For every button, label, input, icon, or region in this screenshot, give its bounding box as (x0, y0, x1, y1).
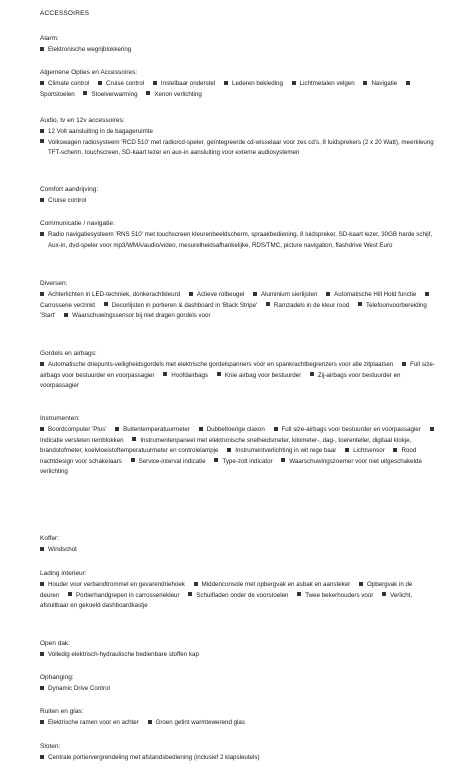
list-item-label: Waarschuwingssensor bij niet dragen gordels voor (72, 312, 211, 320)
bullet-square-icon (393, 448, 397, 452)
bullet-square-icon (40, 139, 44, 143)
section-title: Koffer: (40, 535, 60, 542)
bullet-square-icon (40, 232, 44, 236)
list-item-label: Climate control (48, 80, 90, 87)
section (40, 69, 440, 100)
list-item (68, 592, 180, 599)
list-item (40, 754, 260, 761)
bullet-square-icon (253, 292, 257, 296)
bullet-square-icon (64, 313, 68, 317)
list-item-label: Elektrische ramen voor en achter (48, 719, 139, 726)
list-item-label: Cruise control (48, 197, 87, 204)
list-item (98, 80, 144, 87)
bullet-square-icon (359, 582, 363, 586)
list-item-label: Sportstoelen (40, 90, 75, 98)
list-item-label: Lederen bekleding (232, 80, 283, 87)
section-items (40, 360, 440, 392)
list-item-label: Groen getint warmtewerend glas (155, 719, 245, 726)
list-item (40, 197, 86, 204)
list-item-label: Instelbaar onderstel (160, 80, 216, 87)
section-items (40, 718, 440, 729)
bullet-square-icon (227, 448, 231, 452)
section-items (40, 753, 440, 764)
bullet-square-icon (345, 448, 349, 452)
list-item (148, 719, 245, 726)
bullet-square-icon (281, 458, 285, 462)
list-item (274, 426, 421, 433)
section (40, 415, 440, 478)
list-item-label: Decorlijsten in portieren & dashboard in 'Black Stripe' (111, 301, 258, 309)
list-item-label: Automatische driepunts-veiligheidsgordels met elektrische gordelspanners vóór en spankrachtbegrenzers voor alle zitplaatsen (48, 361, 394, 368)
list-item-label: Volledig elektrisch-hydraulische bedienbare stoffen kap (48, 651, 199, 658)
list-item-label: Indicatie versleten remblokken (40, 436, 124, 444)
list-item (224, 80, 283, 87)
section-title: Instrumenten: (40, 415, 80, 422)
section (40, 570, 440, 612)
section (40, 674, 440, 695)
list-item-label: Telefoonvoorbereiding 'Start' (40, 301, 427, 320)
section-title: Sloten: (40, 743, 61, 750)
bullet-square-icon (310, 372, 314, 376)
list-item-label: Dubbeltoerige claxon (206, 426, 265, 433)
bullet-square-icon (40, 47, 44, 51)
section-title: Gordels en airbags: (40, 350, 97, 357)
bullet-square-icon (199, 427, 203, 431)
bullet-square-icon (292, 81, 296, 85)
list-item (345, 447, 385, 454)
bullet-square-icon (266, 302, 270, 306)
list-item-label: Aluminium sierlijsten (261, 291, 318, 298)
bullet-square-icon (430, 427, 434, 431)
list-item (115, 426, 190, 433)
list-item (214, 458, 272, 465)
list-item-label: Schuifladen onder de voorstoelen (196, 591, 289, 599)
section-items (40, 79, 440, 100)
list-item (40, 685, 110, 692)
section-title: Audio, tv en 12v accessoires: (40, 117, 125, 124)
bullet-square-icon (363, 81, 367, 85)
section (40, 280, 440, 322)
bullet-square-icon (402, 362, 406, 366)
section (40, 743, 440, 764)
list-item (194, 581, 351, 588)
section-title: Alarm: (40, 35, 59, 42)
section-title: Lading interieur: (40, 570, 87, 577)
list-item-label: Navigatie (371, 80, 398, 87)
bullet-square-icon (40, 755, 44, 759)
list-item (40, 546, 77, 553)
list-item-label: Rood nachtdesign voor schakelaars (40, 447, 417, 465)
bullet-square-icon (406, 81, 410, 85)
list-item-label: 12 Volt aansluiting in de bagageruimte (48, 128, 153, 135)
list-item (104, 302, 257, 309)
list-item (188, 592, 288, 599)
section-title: Communicatie / navigatie: (40, 220, 115, 227)
list-item-label: Carrosserie verzinkt (40, 301, 96, 309)
list-item-label: Service-interval indicatie (138, 457, 206, 465)
bullet-square-icon (104, 302, 108, 306)
list-item (40, 426, 106, 433)
bullet-square-icon (382, 592, 386, 596)
bullet-square-icon (189, 292, 193, 296)
bullet-square-icon (40, 686, 44, 690)
list-item-label: Houder voor verbandtrommel en gevarendriehoek (48, 581, 185, 588)
bullet-square-icon (326, 292, 330, 296)
bullet-square-icon (115, 427, 119, 431)
section (40, 35, 440, 56)
section (40, 640, 440, 661)
list-item (292, 80, 355, 87)
list-item-label: Buitentemperatuurmeter (123, 426, 190, 433)
bullet-square-icon (40, 547, 44, 551)
list-item-label: Xenon verlichting (154, 90, 202, 98)
list-item-label: Instrumentenpaneel met elektronische snelheidsmeter, kilometer-, dag-, toerenteller, digitaal klokje, brandstofmeter, koelvloeistoftemperatuurmeter en controlelampje (40, 436, 412, 455)
bullet-square-icon (425, 292, 429, 296)
bullet-square-icon (224, 81, 228, 85)
list-item (40, 291, 180, 298)
list-item (363, 80, 397, 87)
bullet-square-icon (188, 592, 192, 596)
bullet-square-icon (40, 81, 44, 85)
list-item (40, 80, 89, 87)
list-item-label: Achterlichten in LED-techniek, donkerachtkleurd (48, 291, 181, 298)
section-title: Diversen: (40, 280, 68, 287)
list-item-label: Twee bekerhouders voor (305, 591, 374, 599)
section-items (40, 425, 440, 478)
list-item (326, 291, 416, 298)
list-item-label: Actieve rolbeugel (196, 291, 245, 298)
section (40, 708, 440, 729)
bullet-square-icon (40, 652, 44, 656)
bullet-square-icon (40, 198, 44, 202)
bullet-square-icon (131, 458, 135, 462)
section (40, 535, 440, 556)
list-item-label: Stoelverwarming (91, 90, 138, 98)
list-item-label: Elektronische wegrijblokkering (48, 46, 132, 53)
list-item (131, 458, 206, 465)
section-items (40, 545, 440, 556)
list-item-label: Opbergvak in de deuren (40, 581, 413, 599)
list-item (227, 447, 336, 454)
list-item-label: Volkswagen radiosysteem 'RCD 510' met radio/cd-speler, geïntegreerde cd-wisselaar voor zes cd's, 8 luidsprekers (2 x 20 Watt), meerkleurig TFT-scherm, touchscreen, SD-kaart lezer en aux-in aansluiting voor externe audiosystemen (48, 138, 434, 157)
list-item-label: Waarschuwingszoemer voor niet uitgeschakelde verlichting (40, 457, 422, 476)
section-items (40, 127, 440, 159)
section-items (40, 580, 440, 612)
bullet-square-icon (40, 720, 44, 724)
list-item-label: Lichtsensor (353, 447, 385, 455)
bullet-square-icon (217, 372, 221, 376)
section (40, 186, 440, 207)
section-title: Ruiten en glas: (40, 708, 84, 715)
document-title: ACCESSOIRES (40, 10, 90, 17)
list-item (153, 80, 215, 87)
section (40, 220, 440, 251)
list-item (40, 127, 440, 138)
list-item-label: Zij-airbags voor bestuurder en voorpassagier (40, 371, 401, 390)
bullet-square-icon (274, 427, 278, 431)
list-item-label: Automatische Hill Hold functie (334, 291, 417, 298)
list-item-label: Full size-airbags voor bestuurder en voorpassagier (281, 426, 421, 433)
list-item (217, 372, 301, 379)
bullet-square-icon (153, 81, 157, 85)
bullet-square-icon (68, 592, 72, 596)
list-item (40, 230, 440, 251)
list-item (40, 581, 185, 588)
list-item-label: Lichtmetalen velgen (299, 80, 355, 87)
list-item-label: Knie airbag voor bestuurder (224, 371, 302, 379)
list-item-label: Windschot (48, 546, 77, 553)
bullet-square-icon (132, 437, 136, 441)
bullet-square-icon (358, 302, 362, 306)
bullet-square-icon (40, 582, 44, 586)
bullet-square-icon (98, 81, 102, 85)
list-item (40, 651, 199, 658)
list-item-label: Dynamic Drive Control (48, 685, 110, 692)
list-item-label: Cruise control (106, 80, 145, 87)
list-item (146, 91, 201, 98)
list-item-label: Radio navigatiesysteem 'RNS 510' met touchscreen kleurenbeeldscherm, spraakbediening, 8 luidspreker, SD-kaart lezer, 30GB harde schijf, Aux-in, dvd-speler voor mp3/WMA/audio/video, mesurelheidsafhankelijke, RDS/TMC, picture navigation, flashdrive West Euro (48, 231, 433, 249)
bullet-square-icon (40, 427, 44, 431)
list-item (40, 719, 139, 726)
section (40, 350, 440, 392)
section-title: Algemene Opties en Accessoires: (40, 69, 138, 76)
list-item (199, 426, 265, 433)
bullet-square-icon (40, 129, 44, 133)
list-item (83, 91, 137, 98)
section-items (40, 650, 440, 661)
bullet-square-icon (148, 720, 152, 724)
bullet-square-icon (40, 292, 44, 296)
bullet-square-icon (163, 372, 167, 376)
bullet-square-icon (83, 91, 87, 95)
bullet-square-icon (214, 458, 218, 462)
section-items (40, 196, 440, 207)
list-item (40, 361, 393, 368)
list-item (163, 372, 208, 379)
list-item-label: Hoofdairbags (171, 371, 209, 379)
section-items (40, 290, 440, 322)
bullet-square-icon (194, 582, 198, 586)
list-item-label: Verlicht, afsluitbaar en gekoeld dashboardkastje (40, 591, 413, 610)
section (40, 117, 440, 159)
section-title: Ophanging: (40, 674, 74, 681)
section-title: Open dak: (40, 640, 70, 647)
list-item-label: Boordcomputer 'Plus' (48, 426, 107, 433)
section-title: Comfort aandrijving: (40, 186, 99, 193)
list-item (40, 138, 440, 159)
section-items (40, 684, 440, 695)
list-item-label: Instrumentverlichting in wit rege baar (235, 447, 337, 455)
list-item-label: Middenconsole met opbergvak en asbak en aansteker (201, 581, 351, 588)
list-item (64, 312, 210, 319)
list-item-label: Type-zolt indicator (222, 457, 273, 465)
bullet-square-icon (40, 362, 44, 366)
list-item (189, 291, 244, 298)
list-item (253, 291, 317, 298)
list-item-label: Centrale portiervergrendeling met afstandsbediening (inclusief 2 klapsleutels) (48, 754, 260, 761)
section-items (40, 45, 440, 56)
list-item-label: Portierhandgrepen in carrosseriekleur (76, 591, 180, 599)
bullet-square-icon (297, 592, 301, 596)
list-item-label: Full size-airbags voor bestuurder en voorpassagier (40, 361, 435, 379)
list-item (40, 46, 131, 53)
list-item (266, 302, 349, 309)
bullet-square-icon (146, 91, 150, 95)
list-item (297, 592, 373, 599)
list-item-label: Ramzadels in de kleur rood (273, 301, 350, 309)
section-items (40, 230, 440, 251)
